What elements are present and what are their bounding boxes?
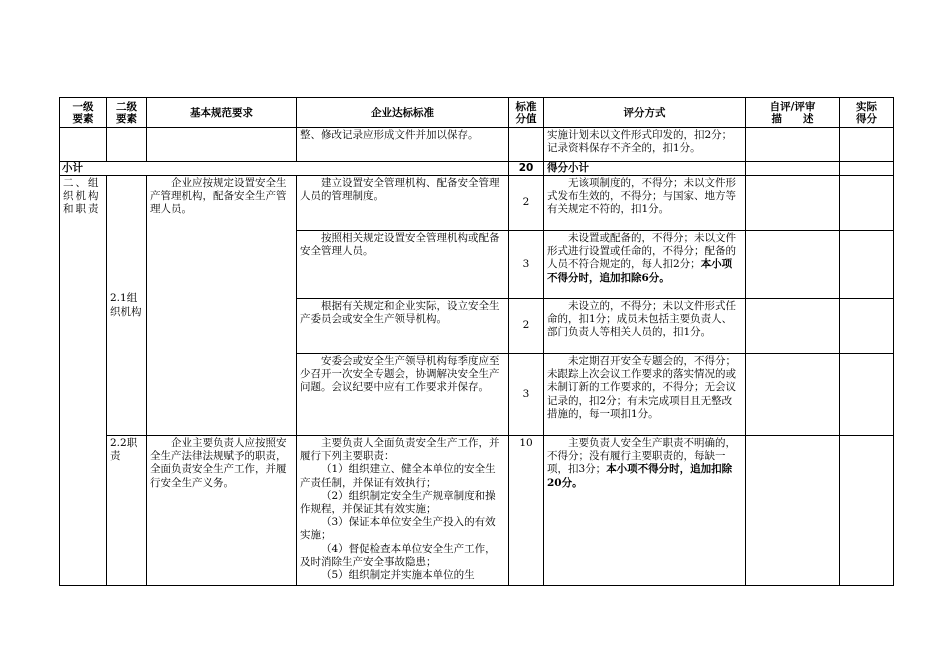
standard-2-2: 主要负责人全面负责安全生产工作，并履行下列主要职责： （1）组织建立、健全本单位的安全生产责任制，并保证有效执行； （2）组织制定安全生产规章制度和操作规程，并保证其有效实施； （3）保证本单位安全生产投入的有效实施； （4）督促检查本单位安全生产工作，及时消除生产安全事故隐患； （5）组织制定并实施本单位的生 xyxy=(297,436,509,586)
header-self-eval: 自评/评审 描 述 xyxy=(746,98,840,128)
continued-row xyxy=(60,128,894,162)
cont-standard: 整、修改记录应形成文件并加以保存。 xyxy=(297,128,509,162)
level2-cell-2-2: 2.2职责 xyxy=(107,436,147,586)
standard-2-1-2: 按照相关规定设置安全管理机构或配备安全管理人员。 xyxy=(297,231,509,299)
header-score: 标准 分值 xyxy=(509,98,544,128)
score-2-1-1: 2 xyxy=(509,176,544,231)
basic-requirement-2-2: 企业主要负责人应按照安全生产法律法规赋予的职责，全面负责安全生产工作，并履行安全生产义务。 xyxy=(147,436,297,586)
score-2-1-2: 3 xyxy=(509,231,544,299)
header-enterprise-standard: 企业达标标准 xyxy=(297,98,509,128)
basic-requirement-2-1: 企业应按规定设置安全生产管理机构，配备安全生产管理人员。 xyxy=(147,176,297,436)
subtotal-method: 得分小计 xyxy=(544,162,746,176)
standard-2-1-3: 根据有关规定和企业实际，设立安全生产委员会或安全生产领导机构。 xyxy=(297,299,509,354)
method-2-2: 主要负责人安全生产职责不明确的，不得分；没有履行主要职责的，每缺一项，扣3分；本小项不得分时，追加扣除20分。 xyxy=(544,436,746,586)
table-row xyxy=(60,176,894,231)
method-2-1-4: 未定期召开安全专题会的，不得分；未跟踪上次会议工作要求的落实情况的或未制订新的工作要求的，不得分；无会议记录的，扣2分；有未完成项目且无整改措施的，每一项扣1分。 xyxy=(544,354,746,436)
method-2-1-1: 无该项制度的，不得分；未以文件形式发布生效的，不得分；与国家、地方等有关规定不符的，扣1分。 xyxy=(544,176,746,231)
standard-2-1-1: 建立设置安全管理机构、配备安全管理人员的管理制度。 xyxy=(297,176,509,231)
evaluation-table xyxy=(59,97,894,586)
subtotal-row xyxy=(60,162,894,176)
header-method: 评分方式 xyxy=(544,98,746,128)
header-level2: 二级 要素 xyxy=(107,98,147,128)
header-row xyxy=(60,98,894,128)
level1-cell: 二、组织机构和职责 xyxy=(60,176,107,586)
table-row xyxy=(60,436,894,586)
subtotal-score: 20 xyxy=(509,162,544,176)
cont-method: 实施计划未以文件形式印发的，扣2分；记录资料保存不齐全的，扣1分。 xyxy=(544,128,746,162)
subtotal-label: 小计 xyxy=(60,162,509,176)
standard-2-1-4: 安委会或安全生产领导机构每季度应至少召开一次安全专题会，协调解决安全生产问题。会议纪要中应有工作要求并保存。 xyxy=(297,354,509,436)
header-basic-requirement: 基本规范要求 xyxy=(147,98,297,128)
method-2-1-2: 未设置或配备的，不得分；未以文件形式进行设置或任命的，不得分；配备的人员不符合规定的，每人扣2分；本小项不得分时，追加扣除6分。 xyxy=(544,231,746,299)
header-level1: 一级 要素 xyxy=(60,98,107,128)
score-2-1-3: 2 xyxy=(509,299,544,354)
level2-cell: 2.1组织机构 xyxy=(107,176,147,436)
method-2-1-3: 未设立的，不得分；未以文件形式任命的，扣1分；成员未包括主要负责人、部门负责人等相关人员的，扣1分。 xyxy=(544,299,746,354)
score-2-1-4: 3 xyxy=(509,354,544,436)
header-actual-score: 实际 得分 xyxy=(840,98,894,128)
score-2-2: 10 xyxy=(509,436,544,586)
